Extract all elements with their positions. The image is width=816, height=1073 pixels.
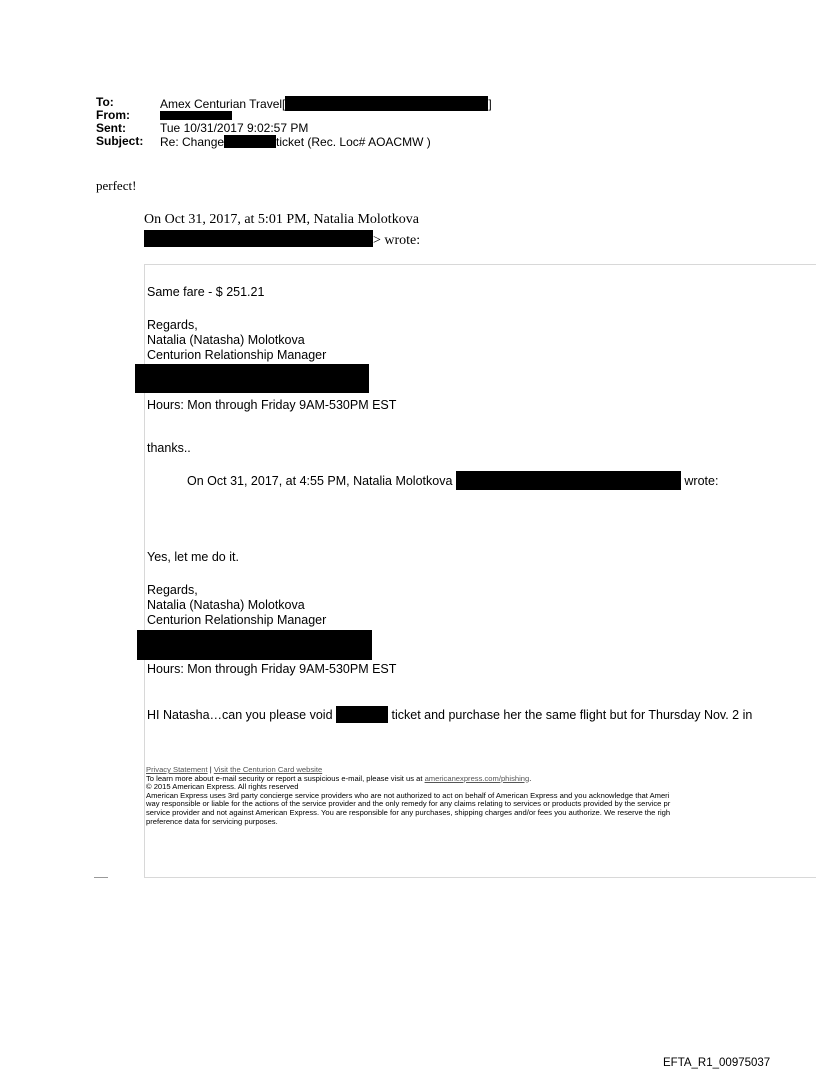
quote-attribution-2: On Oct 31, 2017, at 4:55 PM, Natalia Molotkova wrote: — [187, 471, 718, 490]
redacted-block — [137, 630, 372, 660]
signature-regards: Regards, — [147, 583, 198, 597]
subject-row — [96, 135, 696, 148]
quote-attribution-line2: > wrote: — [144, 230, 420, 249]
copyright: © 2015 American Express. All rights reserved — [146, 782, 299, 792]
subject-value: Re: Change ticket (Rec. Loc# AOACMW ) — [160, 135, 431, 149]
from-label: From: — [96, 108, 130, 122]
request-line: HI Natasha…can you please void ticket and purchase her the same flight but for Thursday Nov. 2 in — [147, 708, 753, 722]
phishing-link[interactable]: americanexpress.com/phishing — [424, 773, 530, 783]
legal-text-4: preference data for servicing purposes. — [146, 816, 278, 826]
sent-label: Sent: — [96, 121, 126, 135]
reply-text: perfect! — [96, 178, 137, 193]
to-label: To: — [96, 95, 114, 109]
sent-row — [96, 122, 696, 135]
redacted-block — [135, 364, 369, 393]
privacy-statement-link[interactable]: Privacy Statement — [146, 765, 208, 774]
redacted-block — [144, 230, 373, 247]
redacted-block — [224, 135, 276, 148]
to-value: Amex Centurian Travel[ ] — [160, 97, 492, 111]
amex-footer: Privacy Statement | Visit the Centurion Card website To learn more about e-mail security or report a suspicious e-mail, please visit us at americanexpress.com/phishing. © 2015 American Express. All rights reserved American Express uses 3rd party concierge service providers who are not authorized to act on behalf of American Express and you acknowledge that Ameri way responsible or liable for the actions of the service provider and the only remedy for any claims relating to services or products provided by the service pr service provider and not against American Express. You are responsible for any purchases, shipping charges and/or fees you authorize. We reserve the righ preference data for servicing purposes. — [146, 765, 671, 826]
legal-text-1: American Express uses 3rd party concierge service providers who are not authorized to act on behalf of American Express and you acknowledge that Ameri — [146, 790, 670, 800]
signature-title: Centurion Relationship Manager — [147, 348, 327, 362]
signature-name: Natalia (Natasha) Molotkova — [147, 333, 305, 347]
fare-line: Same fare - $ 251.21 — [147, 285, 265, 299]
signature-title: Centurion Relationship Manager — [147, 613, 327, 627]
legal-text-2: way responsible or liable for the actions of the service provider and the only remedy for any claims relating to services or products provided by the service pr — [146, 799, 671, 809]
document-id: EFTA_R1_00975037 — [663, 1057, 771, 1069]
hours-line: Hours: Mon through Friday 9AM-530PM EST — [147, 398, 397, 412]
subject-label: Subject: — [96, 134, 144, 148]
hours-line: Hours: Mon through Friday 9AM-530PM EST — [147, 662, 397, 676]
centurion-website-link[interactable]: Visit the Centurion Card website — [213, 765, 323, 774]
redacted-block — [456, 471, 681, 490]
redacted-block — [160, 111, 232, 120]
scan-mark — [94, 877, 108, 878]
quote-attribution: On Oct 31, 2017, at 5:01 PM, Natalia Molotkova — [144, 212, 419, 227]
message-line: Yes, let me do it. — [147, 550, 239, 564]
signature-name: Natalia (Natasha) Molotkova — [147, 598, 305, 612]
redacted-block — [336, 706, 388, 723]
to-row — [96, 96, 696, 109]
thanks-line: thanks.. — [147, 441, 191, 455]
signature-regards: Regards, — [147, 318, 198, 332]
sent-value: Tue 10/31/2017 9:02:57 PM — [160, 121, 309, 135]
legal-text-3: service provider and not against American Express. You are responsible for any purchases, shipping charges and/or fees you authorize. We reserve the righ — [146, 807, 671, 817]
